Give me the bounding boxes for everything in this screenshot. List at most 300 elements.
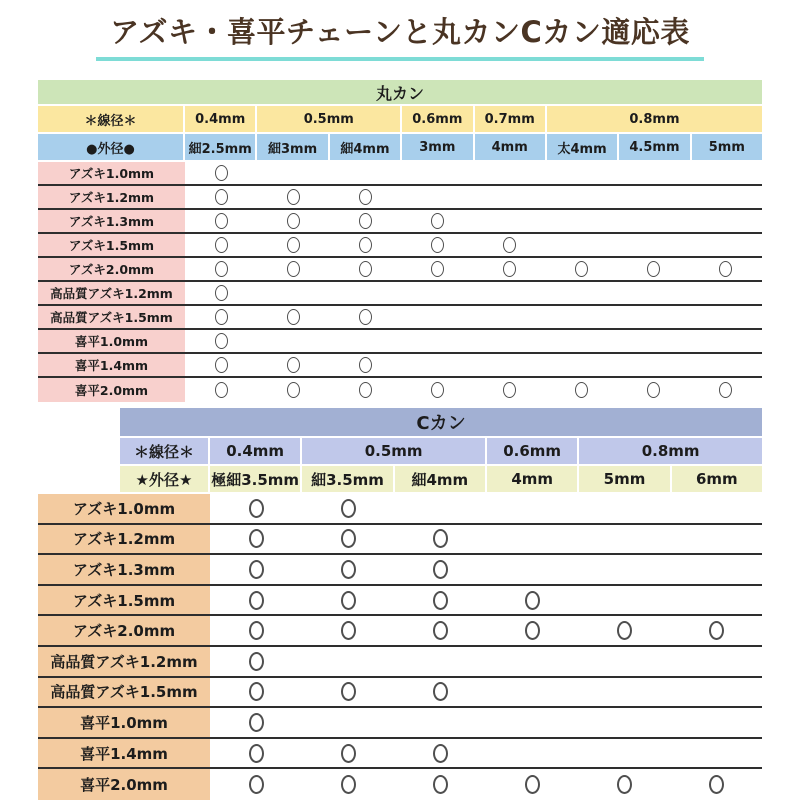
outer-diameter-value: 5mm	[692, 134, 762, 160]
compatibility-cell	[401, 258, 473, 280]
chain-type-label: 喜平2.0mm	[38, 769, 210, 800]
compatibility-cell	[474, 210, 546, 232]
compatible-circle-icon	[215, 382, 228, 398]
compatible-circle-icon	[249, 591, 264, 610]
table-row	[38, 282, 762, 306]
compatibility-cell	[185, 258, 257, 280]
compatibility-cell	[578, 555, 670, 584]
compatibility-cell	[329, 354, 401, 376]
compatibility-cell	[578, 494, 670, 523]
compatibility-cell	[690, 282, 762, 304]
compatibility-cell	[618, 234, 690, 256]
chain-type-label: 高品質アズキ1.5mm	[38, 306, 185, 328]
compatible-circle-icon	[503, 237, 516, 253]
table-row	[38, 525, 762, 556]
wire-diameter-header: ＊線径＊	[120, 438, 208, 464]
compatible-circle-icon	[249, 744, 264, 763]
compatibility-cell	[690, 306, 762, 328]
compatibility-cell	[618, 186, 690, 208]
compatibility-cell	[401, 162, 473, 184]
outer-diameter-value: 太4mm	[547, 134, 617, 160]
compatibility-cell	[257, 282, 329, 304]
compatibility-cell	[670, 555, 762, 584]
compatibility-cells	[185, 210, 762, 232]
compatibility-cell	[486, 555, 578, 584]
compatibility-cell	[578, 647, 670, 676]
chain-type-label: アズキ1.0mm	[38, 494, 210, 523]
chain-type-label: 喜平2.0mm	[38, 378, 185, 402]
compatibility-cells	[185, 234, 762, 256]
compatibility-cell	[546, 258, 618, 280]
compatibility-cell	[329, 282, 401, 304]
wire-diameter-value: 0.8mm	[547, 106, 762, 132]
compatibility-cell	[474, 258, 546, 280]
compatible-circle-icon	[431, 382, 444, 398]
table-row	[38, 616, 762, 647]
compatibility-cell	[394, 769, 486, 800]
compatible-circle-icon	[575, 382, 588, 398]
outer-diameter-row	[38, 134, 762, 160]
table-header	[38, 80, 762, 160]
compatibility-cell	[670, 494, 762, 523]
table-row	[38, 186, 762, 210]
compatibility-cell	[474, 162, 546, 184]
outer-diameter-value: 細4mm	[395, 466, 485, 492]
compatible-circle-icon	[617, 621, 632, 640]
table-body	[38, 162, 762, 402]
compatibility-cell	[578, 739, 670, 768]
outer-diameter-header: ★外径★	[120, 466, 208, 492]
compatibility-cell	[401, 186, 473, 208]
compatible-circle-icon	[249, 775, 264, 794]
compatible-circle-icon	[249, 560, 264, 579]
compatibility-cell	[486, 769, 578, 800]
compatibility-cells	[210, 647, 762, 676]
outer-diameter-value: 5mm	[579, 466, 669, 492]
outer-diameter-value: 細3mm	[257, 134, 327, 160]
wire-diameter-value: 0.7mm	[475, 106, 545, 132]
compatible-circle-icon	[525, 591, 540, 610]
compatibility-cell	[257, 354, 329, 376]
chain-type-label: 喜平1.4mm	[38, 354, 185, 376]
compatible-circle-icon	[647, 261, 660, 277]
chain-type-label: 喜平1.0mm	[38, 330, 185, 352]
compatibility-cell	[329, 234, 401, 256]
compatibility-cells	[185, 378, 762, 402]
compatible-circle-icon	[341, 621, 356, 640]
compatibility-cell	[474, 354, 546, 376]
compatibility-cell	[546, 234, 618, 256]
compatibility-cells	[210, 525, 762, 554]
compatible-circle-icon	[433, 682, 448, 701]
c-kan-table	[38, 408, 762, 800]
compatibility-cell	[210, 586, 302, 615]
table-row	[38, 708, 762, 739]
compatibility-cell	[401, 354, 473, 376]
compatibility-cell	[474, 234, 546, 256]
compatibility-cell	[670, 586, 762, 615]
compatibility-cell	[329, 306, 401, 328]
wire-diameter-row	[38, 106, 762, 132]
compatibility-cell	[670, 708, 762, 737]
outer-diameter-value: 極細3.5mm	[210, 466, 300, 492]
compatible-circle-icon	[287, 382, 300, 398]
compatibility-cell	[302, 739, 394, 768]
compatible-circle-icon	[341, 529, 356, 548]
compatibility-cell	[185, 306, 257, 328]
compatibility-cell	[257, 162, 329, 184]
compatibility-cell	[546, 354, 618, 376]
compatible-circle-icon	[433, 591, 448, 610]
chain-type-label: 高品質アズキ1.5mm	[38, 678, 210, 707]
compatibility-cell	[210, 769, 302, 800]
maru-kan-table	[38, 80, 762, 402]
compatibility-cell	[210, 616, 302, 645]
wire-diameter-value: 0.6mm	[487, 438, 577, 464]
compatibility-cell	[185, 378, 257, 402]
table-row	[38, 234, 762, 258]
outer-diameter-value: 6mm	[672, 466, 762, 492]
compatibility-cell	[578, 769, 670, 800]
compatible-circle-icon	[359, 189, 372, 205]
table-row	[38, 210, 762, 234]
compatibility-cells	[210, 739, 762, 768]
outer-diameter-header: ●外径●	[38, 134, 183, 160]
chain-type-label: アズキ2.0mm	[38, 616, 210, 645]
compatibility-cell	[401, 306, 473, 328]
compatibility-cell	[329, 210, 401, 232]
page-title	[0, 12, 800, 61]
compatible-circle-icon	[431, 213, 444, 229]
compatible-circle-icon	[431, 261, 444, 277]
chain-type-label: 高品質アズキ1.2mm	[38, 282, 185, 304]
compatible-circle-icon	[287, 309, 300, 325]
compatibility-cell	[690, 186, 762, 208]
compatible-circle-icon	[341, 560, 356, 579]
compatibility-cells	[210, 555, 762, 584]
compatibility-cell	[185, 234, 257, 256]
table-row	[38, 378, 762, 402]
table-row	[38, 330, 762, 354]
compatibility-cell	[394, 586, 486, 615]
chain-type-label: アズキ1.3mm	[38, 210, 185, 232]
compatible-circle-icon	[575, 261, 588, 277]
compatibility-cell	[185, 354, 257, 376]
compatibility-cell	[690, 162, 762, 184]
compatibility-cells	[185, 162, 762, 184]
compatibility-cells	[210, 678, 762, 707]
compatibility-cell	[257, 330, 329, 352]
table-row	[38, 739, 762, 770]
table-row	[38, 678, 762, 709]
wire-diameter-value: 0.5mm	[302, 438, 485, 464]
compatibility-cell	[578, 678, 670, 707]
compatibility-cell	[302, 525, 394, 554]
compatibility-cell	[302, 586, 394, 615]
compatible-circle-icon	[433, 621, 448, 640]
compatibility-cell	[329, 258, 401, 280]
compatibility-cell	[578, 708, 670, 737]
compatibility-cell	[394, 555, 486, 584]
compatibility-cell	[546, 210, 618, 232]
compatibility-cell	[329, 330, 401, 352]
compatibility-cell	[690, 354, 762, 376]
chain-type-label: 喜平1.4mm	[38, 739, 210, 768]
chain-type-label: 高品質アズキ1.2mm	[38, 647, 210, 676]
compatibility-cell	[257, 186, 329, 208]
table-row	[38, 555, 762, 586]
compatibility-cell	[302, 616, 394, 645]
compatibility-cell	[210, 678, 302, 707]
wire-diameter-header: ＊線径＊	[38, 106, 183, 132]
page-title-text: アズキ・喜平チェーンと丸カンCカン適応表	[96, 12, 704, 61]
compatible-circle-icon	[431, 237, 444, 253]
compatibility-cell	[210, 494, 302, 523]
compatibility-cell	[302, 769, 394, 800]
wire-diameter-value: 0.5mm	[257, 106, 400, 132]
compatible-circle-icon	[249, 713, 264, 732]
compatible-circle-icon	[215, 261, 228, 277]
compatibility-cell	[618, 162, 690, 184]
outer-diameter-row	[120, 466, 762, 492]
compatibility-cell	[185, 330, 257, 352]
compatibility-cell	[257, 258, 329, 280]
outer-diameter-value: 4mm	[487, 466, 577, 492]
compatible-circle-icon	[433, 529, 448, 548]
compatibility-cell	[394, 647, 486, 676]
outer-diameter-value: 3mm	[402, 134, 472, 160]
compatible-circle-icon	[341, 682, 356, 701]
compatibility-cell	[578, 525, 670, 554]
compatible-circle-icon	[709, 621, 724, 640]
compatible-circle-icon	[249, 652, 264, 671]
compatibility-cell	[474, 378, 546, 402]
compatible-circle-icon	[215, 189, 228, 205]
compatibility-cell	[486, 739, 578, 768]
compatibility-cell	[401, 282, 473, 304]
table-row	[38, 647, 762, 678]
table-row	[38, 354, 762, 378]
compatible-circle-icon	[341, 499, 356, 518]
compatible-circle-icon	[341, 591, 356, 610]
compatibility-cell	[185, 282, 257, 304]
compatible-circle-icon	[287, 261, 300, 277]
compatibility-cell	[257, 378, 329, 402]
chain-type-label: アズキ1.5mm	[38, 586, 210, 615]
table-title-banner: 丸カン	[38, 80, 762, 104]
outer-diameter-value: 細4mm	[330, 134, 400, 160]
compatibility-cell	[546, 306, 618, 328]
compatible-circle-icon	[359, 261, 372, 277]
compatibility-cell	[690, 378, 762, 402]
compatible-circle-icon	[215, 237, 228, 253]
outer-diameter-value: 細3.5mm	[302, 466, 392, 492]
compatibility-cell	[210, 739, 302, 768]
compatibility-cell	[474, 186, 546, 208]
compatible-circle-icon	[215, 333, 228, 349]
chain-type-label: アズキ1.5mm	[38, 234, 185, 256]
compatible-circle-icon	[249, 529, 264, 548]
compatibility-cell	[394, 494, 486, 523]
compatibility-cell	[394, 525, 486, 554]
compatibility-cell	[486, 494, 578, 523]
compatibility-cells	[185, 282, 762, 304]
compatibility-cell	[690, 210, 762, 232]
table-row	[38, 494, 762, 525]
compatibility-cell	[394, 678, 486, 707]
compatibility-cells	[185, 186, 762, 208]
compatibility-cell	[486, 586, 578, 615]
compatible-circle-icon	[359, 382, 372, 398]
compatibility-cell	[670, 616, 762, 645]
compatibility-cell	[578, 586, 670, 615]
compatibility-cell	[486, 678, 578, 707]
wire-diameter-value: 0.4mm	[210, 438, 300, 464]
compatible-circle-icon	[341, 775, 356, 794]
outer-diameter-value: 4.5mm	[619, 134, 689, 160]
compatibility-cell	[474, 282, 546, 304]
compatible-circle-icon	[503, 261, 516, 277]
chain-type-label: 喜平1.0mm	[38, 708, 210, 737]
compatible-circle-icon	[287, 357, 300, 373]
compatible-circle-icon	[249, 682, 264, 701]
chain-type-label: アズキ1.3mm	[38, 555, 210, 584]
compatibility-cell	[690, 258, 762, 280]
compatibility-cell	[618, 378, 690, 402]
compatibility-cell	[618, 282, 690, 304]
table-row	[38, 586, 762, 617]
compatibility-cell	[210, 708, 302, 737]
table-row	[38, 306, 762, 330]
compatible-circle-icon	[359, 237, 372, 253]
compatibility-cell	[486, 647, 578, 676]
compatibility-cell	[486, 616, 578, 645]
compatible-circle-icon	[719, 382, 732, 398]
compatible-circle-icon	[287, 213, 300, 229]
compatibility-cell	[302, 647, 394, 676]
wire-diameter-value: 0.6mm	[402, 106, 472, 132]
compatibility-cell	[618, 354, 690, 376]
compatible-circle-icon	[719, 261, 732, 277]
compatibility-cell	[546, 330, 618, 352]
compatibility-cell	[618, 306, 690, 328]
compatibility-cell	[401, 210, 473, 232]
compatibility-cell	[474, 306, 546, 328]
compatibility-cell	[670, 525, 762, 554]
compatible-circle-icon	[617, 775, 632, 794]
compatibility-cell	[401, 330, 473, 352]
compatibility-cell	[302, 708, 394, 737]
compatible-circle-icon	[215, 165, 228, 181]
compatibility-cell	[302, 494, 394, 523]
compatibility-cells	[210, 616, 762, 645]
compatibility-cell	[486, 708, 578, 737]
compatibility-cell	[670, 739, 762, 768]
compatible-circle-icon	[709, 775, 724, 794]
outer-diameter-value: 4mm	[475, 134, 545, 160]
compatibility-cell	[401, 378, 473, 402]
compatible-circle-icon	[359, 309, 372, 325]
table-row	[38, 162, 762, 186]
compatible-circle-icon	[503, 382, 516, 398]
compatibility-cells	[185, 258, 762, 280]
compatible-circle-icon	[215, 309, 228, 325]
compatible-circle-icon	[433, 744, 448, 763]
compatibility-cell	[401, 234, 473, 256]
compatible-circle-icon	[525, 621, 540, 640]
compatibility-cell	[185, 162, 257, 184]
wire-diameter-value: 0.4mm	[185, 106, 255, 132]
compatibility-cell	[302, 555, 394, 584]
compatibility-cell	[618, 330, 690, 352]
compatibility-cell	[394, 616, 486, 645]
compatible-circle-icon	[215, 285, 228, 301]
compatibility-cell	[546, 162, 618, 184]
table-title-banner: Cカン	[120, 408, 762, 436]
compatibility-cell	[329, 378, 401, 402]
wire-diameter-row	[120, 438, 762, 464]
compatibility-cells	[210, 586, 762, 615]
compatible-circle-icon	[525, 775, 540, 794]
compatible-circle-icon	[287, 237, 300, 253]
compatibility-cells	[185, 306, 762, 328]
compatible-circle-icon	[359, 213, 372, 229]
outer-diameter-value: 細2.5mm	[185, 134, 255, 160]
compatibility-cell	[546, 378, 618, 402]
compatibility-cell	[546, 282, 618, 304]
compatibility-cells	[210, 769, 762, 800]
compatibility-cell	[690, 330, 762, 352]
table-header	[120, 408, 762, 492]
compatibility-cell	[394, 739, 486, 768]
compatibility-cell	[302, 678, 394, 707]
compatibility-cell	[185, 210, 257, 232]
compatible-circle-icon	[287, 189, 300, 205]
compatible-circle-icon	[249, 499, 264, 518]
compatible-circle-icon	[249, 621, 264, 640]
compatibility-cell	[618, 210, 690, 232]
chain-type-label: アズキ1.2mm	[38, 186, 185, 208]
compatibility-cell	[394, 708, 486, 737]
compatibility-cells	[185, 330, 762, 352]
compatible-circle-icon	[433, 560, 448, 579]
compatibility-cells	[210, 708, 762, 737]
compatibility-cell	[690, 234, 762, 256]
compatibility-cells	[210, 494, 762, 523]
compatibility-cell	[210, 555, 302, 584]
compatibility-cell	[670, 678, 762, 707]
compatible-circle-icon	[341, 744, 356, 763]
compatibility-cell	[474, 330, 546, 352]
compatibility-cell	[618, 258, 690, 280]
compatibility-cell	[257, 306, 329, 328]
compatible-circle-icon	[359, 357, 372, 373]
compatibility-cell	[329, 186, 401, 208]
compatibility-cell	[486, 525, 578, 554]
compatibility-cells	[185, 354, 762, 376]
compatibility-cell	[546, 186, 618, 208]
table-row	[38, 258, 762, 282]
compatibility-cell	[210, 525, 302, 554]
table-body	[38, 494, 762, 800]
chain-type-label: アズキ2.0mm	[38, 258, 185, 280]
compatible-circle-icon	[215, 357, 228, 373]
wire-diameter-value: 0.8mm	[579, 438, 762, 464]
compatibility-cell	[210, 647, 302, 676]
compatible-circle-icon	[215, 213, 228, 229]
compatibility-cell	[185, 186, 257, 208]
compatibility-cell	[670, 647, 762, 676]
